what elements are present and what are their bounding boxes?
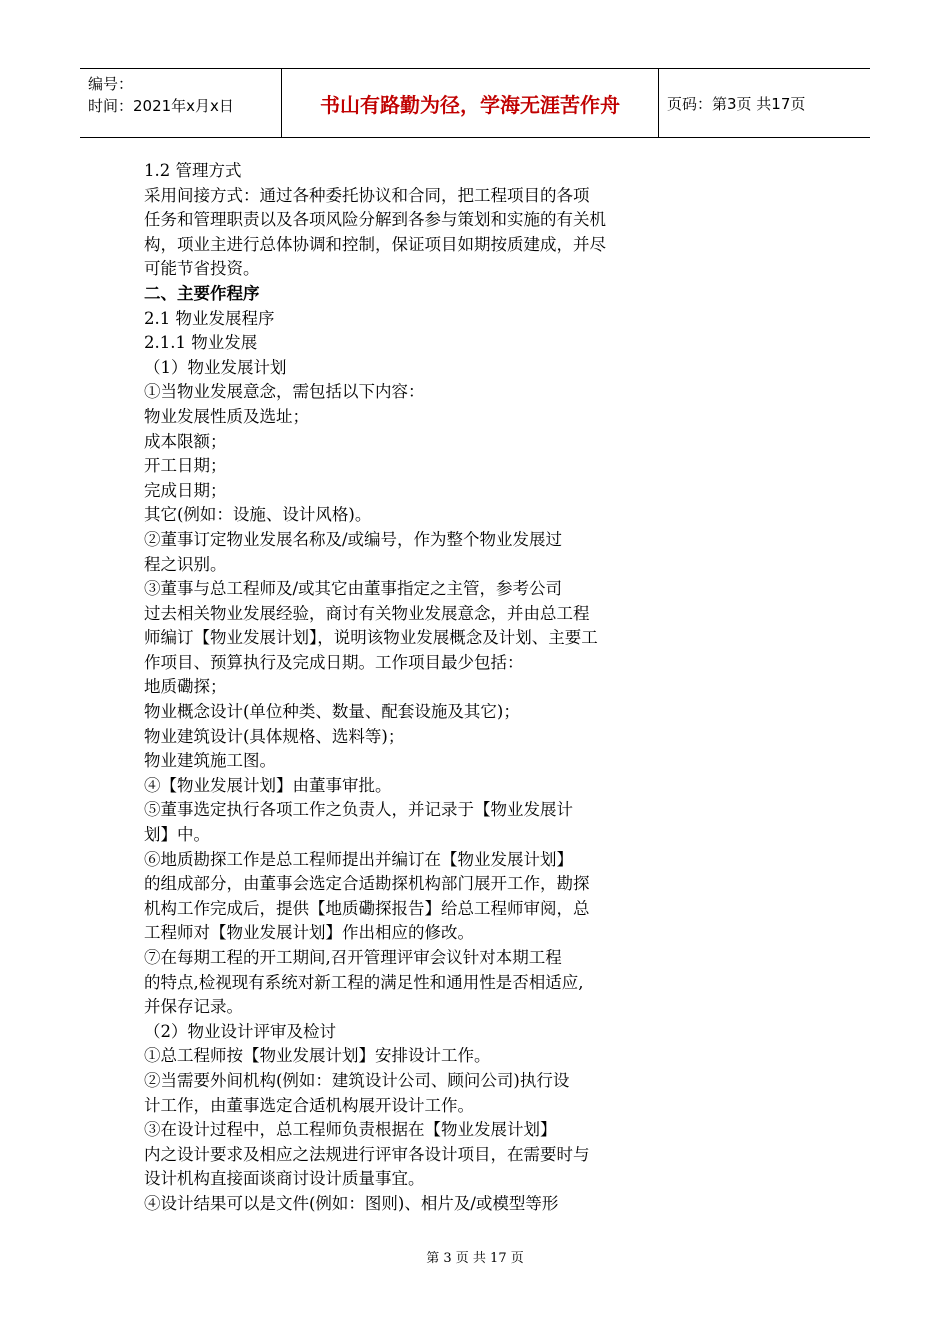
body-line: 设计机构直接面谈商讨设计质量事宜。 <box>144 1169 425 1189</box>
body-line: 划】中。 <box>144 825 210 845</box>
body-line: 工程师对【物业发展计划】作出相应的修改。 <box>144 923 474 943</box>
body-line: 计工作，由董事选定合适机构展开设计工作。 <box>144 1095 474 1115</box>
body-line: 采用间接方式：通过各种委托协议和合同，把工程项目的各项 <box>144 185 590 205</box>
body-line: 任务和管理职责以及各项风险分解到各参与策划和实施的有关机 <box>144 210 606 230</box>
header-meta <box>80 69 282 137</box>
body-line: 其它(例如：设施、设计风格)。 <box>144 505 372 525</box>
body-line: ⑥地质勘探工作是总工程师提出并编订在【物业发展计划】 <box>144 849 573 869</box>
page-header <box>80 68 870 138</box>
body-line: 程之识别。 <box>144 554 227 574</box>
body-line: ③董事与总工程师及/或其它由董事指定之主管，参考公司 <box>144 579 563 599</box>
body-line: 可能节省投资。 <box>144 259 260 279</box>
body-line: 地质磡探； <box>144 677 227 697</box>
body-line: 的特点,检视现有系统对新工程的满足性和通用性是否相适应, <box>144 972 584 992</box>
body-line: ②当需要外间机构(例如：建筑设计公司、顾问公司)执行设 <box>144 1070 570 1090</box>
body-line: 完成日期； <box>144 480 227 500</box>
body-line: 过去相关物业发展经验，商讨有关物业发展意念，并由总工程 <box>144 603 590 623</box>
header-motto: 书山有路勤为径，学海无涯苦作舟 <box>282 69 659 137</box>
body-line: ⑦在每期工程的开工期间,召开管理评审会议针对本期工程 <box>144 948 562 967</box>
document-time-label: 时间：2021年x月x日 <box>88 97 234 115</box>
body-line: ①总工程师按【物业发展计划】安排设计工作。 <box>144 1046 491 1066</box>
body-line: 物业发展性质及选址； <box>144 406 309 426</box>
page-footer: 第 3 页 共 17 页 <box>426 1251 524 1266</box>
body-line: 2.1.1 物业发展 <box>144 333 258 353</box>
body-line: 开工日期； <box>144 456 227 476</box>
header-page-info: 页码：第3页 共17页 <box>667 94 806 113</box>
body-line: 作项目、预算执行及完成日期。工作项目最少包括： <box>144 652 524 672</box>
body-line: 机构工作完成后，提供【地质磡探报告】给总工程师审阅，总 <box>144 898 590 918</box>
body-line: 师编订【物业发展计划】，说明该物业发展概念及计划、主要工 <box>144 628 598 648</box>
body-line: （1）物业发展计划 <box>144 357 287 377</box>
section-heading: 二、主要作程序 <box>144 283 260 303</box>
document-number-label: 编号： <box>88 75 134 93</box>
body-line: 的组成部分，由董事会选定合适勘探机构部门展开工作，勘探 <box>144 874 590 894</box>
body-line: 物业概念设计(单位种类、数量、配套设施及其它)； <box>144 702 520 722</box>
body-line: 并保存记录。 <box>144 997 243 1017</box>
body-line: ④【物业发展计划】由董事审批。 <box>144 775 392 795</box>
body-line: 成本限额； <box>144 431 227 451</box>
body-line: ②董事订定物业发展名称及/或编号，作为整个物业发展过 <box>144 529 563 549</box>
body-line: ④设计结果可以是文件(例如：图则)、相片及/或模型等形 <box>144 1193 559 1213</box>
body-line: ③在设计过程中，总工程师负责根据在【物业发展计划】 <box>144 1120 557 1140</box>
body-line: 1.2 管理方式 <box>144 161 242 180</box>
body-line: 物业建筑施工图。 <box>144 751 276 771</box>
body-line: 构，项业主进行总体协调和控制，保证项目如期按质建成，并尽 <box>144 234 606 254</box>
body-line: ⑤董事选定执行各项工作之负责人，并记录于【物业发展计 <box>144 800 573 820</box>
body-line: 物业建筑设计(具体规格、选料等)； <box>144 726 405 746</box>
body-line: 2.1 物业发展程序 <box>144 308 275 328</box>
body-line: ①当物业发展意念，需包括以下内容： <box>144 382 425 402</box>
body-line: （2）物业设计评审及检讨 <box>144 1021 336 1041</box>
document-body <box>144 159 704 1217</box>
body-line: 内之设计要求及相应之法规进行评审各设计项目，在需要时与 <box>144 1144 590 1164</box>
